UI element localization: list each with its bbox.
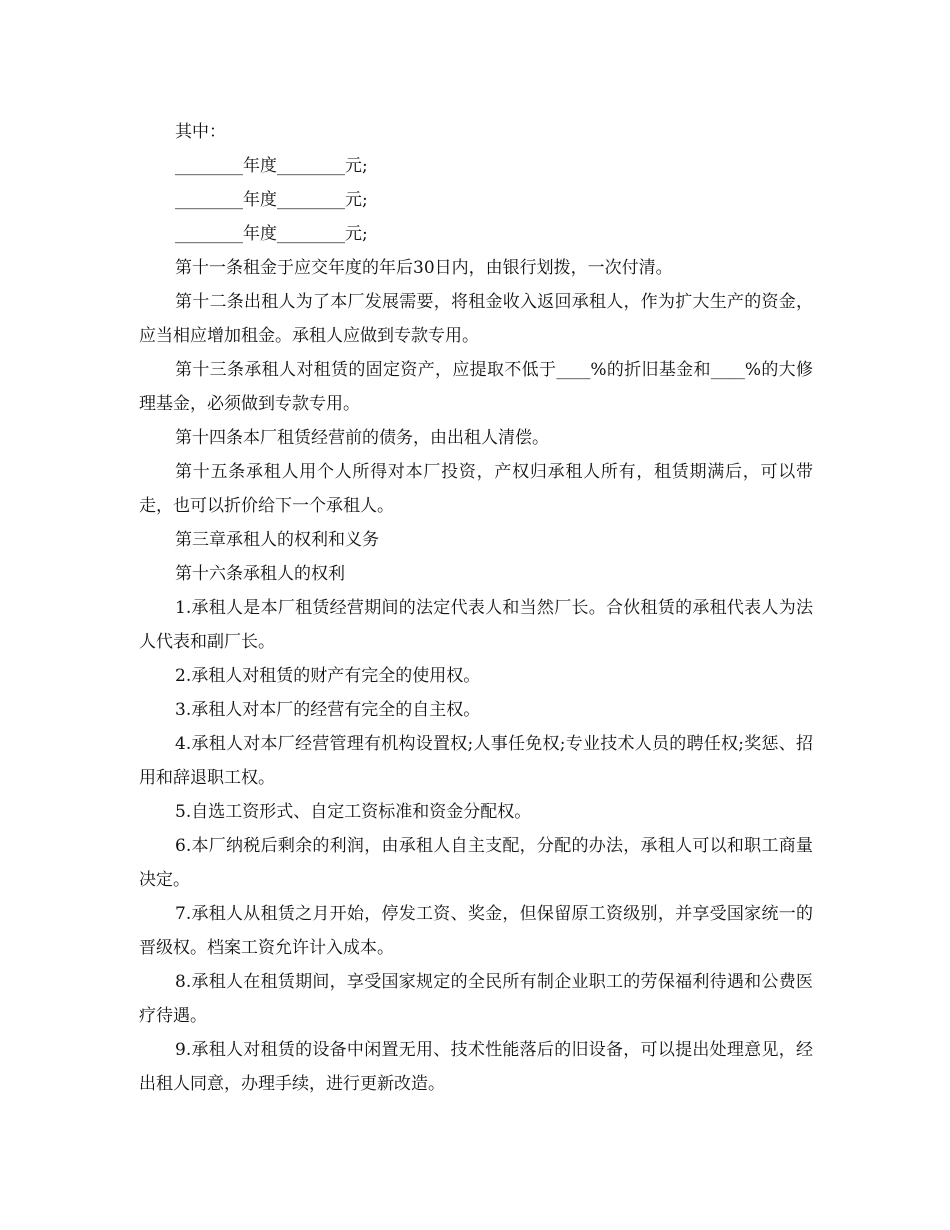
paragraph-article-14: 第十四条本厂租赁经营前的债务，由出租人清偿。 bbox=[175, 428, 549, 448]
paragraph-article-15: 第十五条承租人用个人所得对本厂投资，产权归承租人所有，租赁期满后，可以带走，也可以折价给下一个承租人。 bbox=[139, 462, 813, 516]
paragraph-year-blank-2: ________年度________元; bbox=[175, 190, 368, 210]
list-item-8: 8.承租人在租赁期间，享受国家规定的全民所有制企业职工的劳保福利待遇和公费医疗待遇。 bbox=[139, 972, 813, 1026]
paragraph-year-blank-1: ________年度________元; bbox=[175, 156, 368, 176]
paragraph-intro: 其中： bbox=[175, 122, 226, 142]
paragraph-article-16: 第十六条承租人的权利 bbox=[175, 564, 345, 584]
paragraph-article-13: 第十三条承租人对租赁的固定资产，应提取不低于____%的折旧基金和____%的大修理基金，必须做到专款专用。 bbox=[139, 360, 813, 414]
paragraph-article-12: 第十二条出租人为了本厂发展需要，将租金收入返回承租人，作为扩大生产的资金，应当相应增加租金。承租人应做到专款专用。 bbox=[139, 292, 813, 346]
paragraph-year-blank-3: ________年度________元; bbox=[175, 224, 368, 244]
paragraph-article-11: 第十一条租金于应交年度的年后30日内，由银行划拨，一次付清。 bbox=[175, 258, 673, 278]
list-item-6: 6.本厂纳税后剩余的利润，由承租人自主支配，分配的办法，承租人可以和职工商量决定。 bbox=[139, 836, 813, 890]
list-item-7: 7.承租人从租赁之月开始，停发工资、奖金，但保留原工资级别，并享受国家统一的晋级权。档案工资允许计入成本。 bbox=[139, 904, 813, 958]
list-item-3: 3.承租人对本厂的经营有完全的自主权。 bbox=[175, 700, 481, 720]
chapter-3-heading: 第三章承租人的权利和义务 bbox=[175, 530, 379, 550]
list-item-9: 9.承租人对租赁的设备中闲置无用、技术性能落后的旧设备，可以提出处理意见，经出租人同意，办理手续，进行更新改造。 bbox=[139, 1040, 813, 1094]
list-item-4: 4.承租人对本厂经营管理有机构设置权;人事任免权;专业技术人员的聘任权;奖惩、招用和辞退职工权。 bbox=[139, 734, 813, 788]
list-item-2: 2.承租人对租赁的财产有完全的使用权。 bbox=[175, 666, 481, 686]
list-item-1: 1.承租人是本厂租赁经营期间的法定代表人和当然厂长。合伙租赁的承租代表人为法人代表和副厂长。 bbox=[139, 598, 813, 652]
document-body bbox=[139, 115, 813, 1101]
list-item-5: 5.自选工资形式、自定工资标准和资金分配权。 bbox=[175, 802, 532, 822]
